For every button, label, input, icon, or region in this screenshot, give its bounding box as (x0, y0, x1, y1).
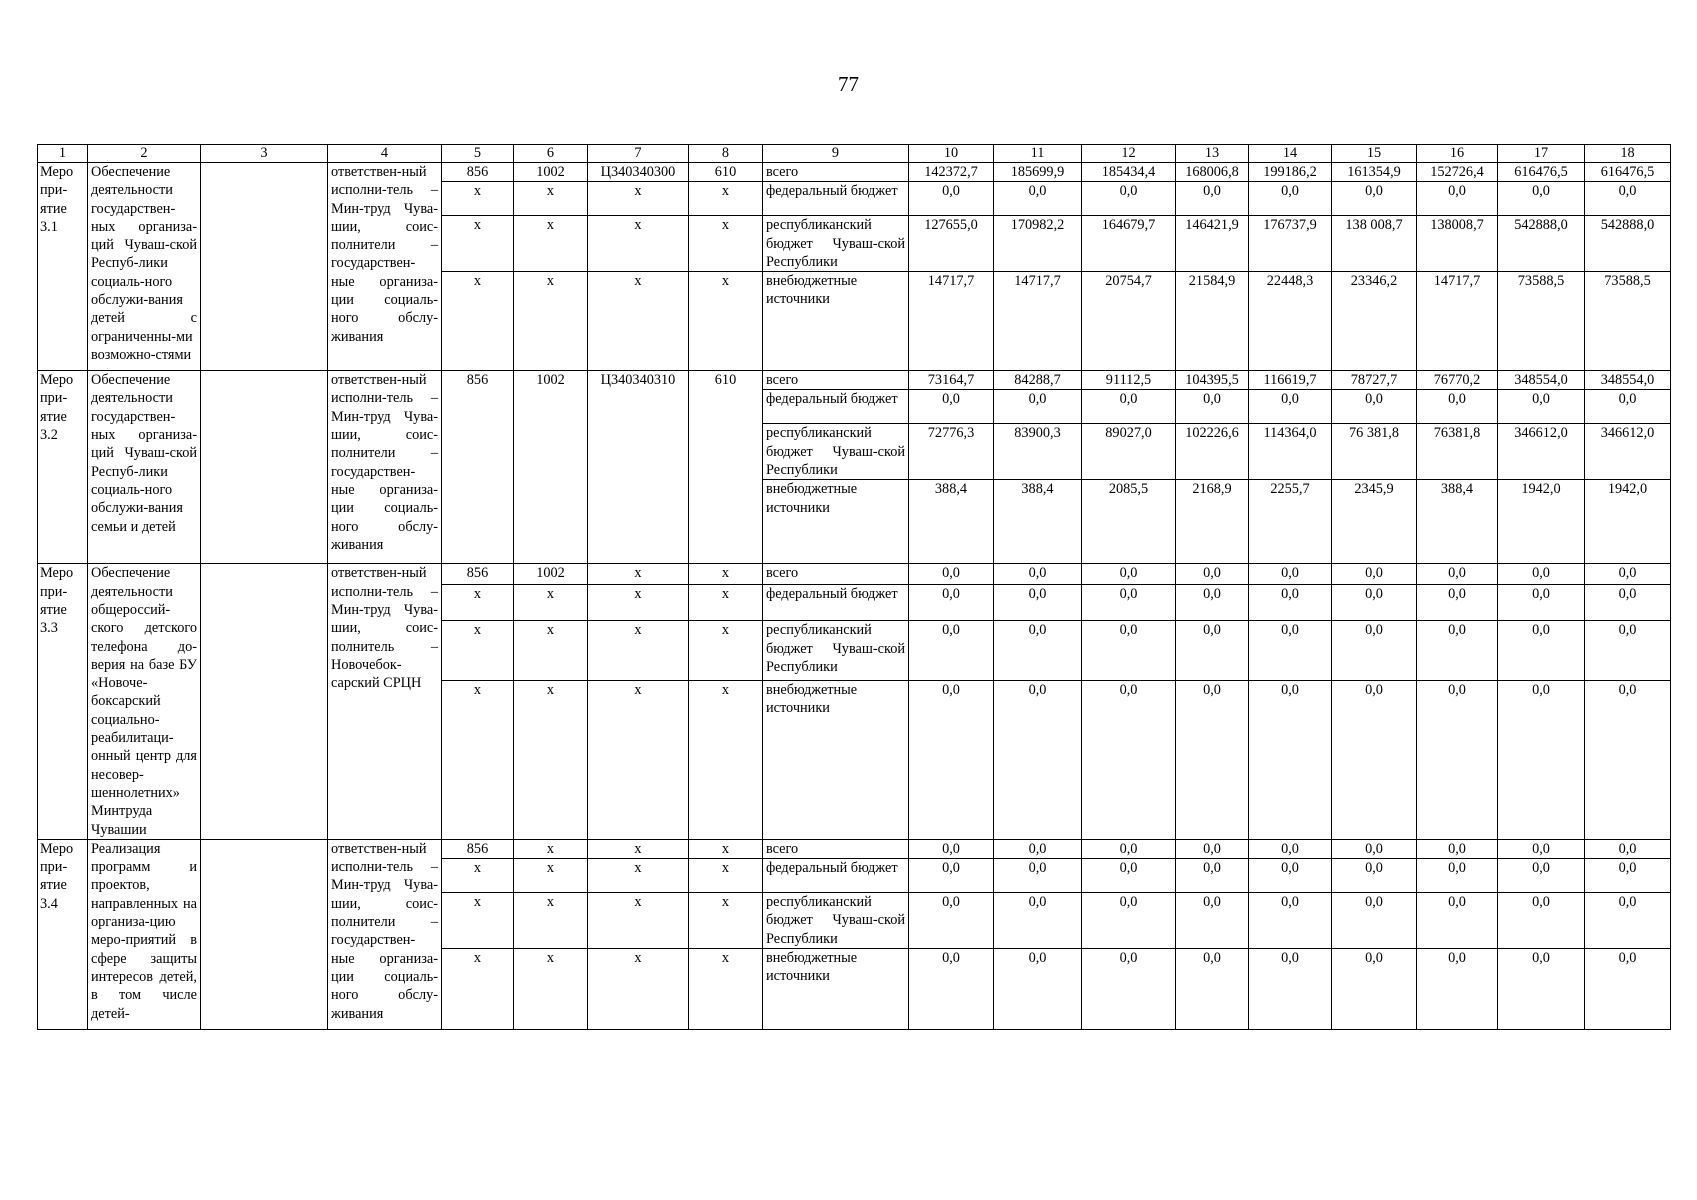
target-code: х (588, 949, 689, 1030)
amount-value: 0,0 (994, 584, 1082, 620)
amount-value: 0,0 (1417, 859, 1498, 893)
amount-value: 0,0 (1176, 839, 1249, 858)
responsible-cell (201, 371, 328, 564)
funding-source: всего (763, 564, 909, 585)
amount-value: 0,0 (1585, 182, 1671, 216)
amount-value: 0,0 (1176, 390, 1249, 424)
amount-value: 2168,9 (1176, 480, 1249, 564)
amount-value: 0,0 (1249, 621, 1332, 681)
amount-value: 76770,2 (1417, 371, 1498, 390)
funding-source: внебюджетные источники (763, 272, 909, 371)
amount-value: 0,0 (1249, 564, 1332, 585)
amount-value: 0,0 (1082, 584, 1176, 620)
section-code: х (514, 859, 588, 893)
amount-value: 14717,7 (1417, 272, 1498, 371)
column-header: 5 (442, 145, 514, 163)
column-header: 7 (588, 145, 689, 163)
expense-type-code: х (689, 949, 763, 1030)
table-row (38, 564, 1671, 585)
column-header: 17 (1498, 145, 1585, 163)
target-code: х (588, 839, 689, 858)
amount-value: 0,0 (1498, 564, 1585, 585)
measure-name: Обеспечение деятельности общероссий-ского детского телефона до-верия на базе БУ «Новоче-боксарский социально-реабилитаци-онный центр для несовер-шеннолетних» Минтруда Чувашии (88, 564, 201, 839)
amount-value: 0,0 (994, 893, 1082, 949)
amount-value: 138 008,7 (1332, 216, 1417, 272)
amount-value: 616476,5 (1585, 163, 1671, 182)
column-header: 12 (1082, 145, 1176, 163)
funding-source: федеральный бюджет (763, 182, 909, 216)
amount-value: 0,0 (1417, 584, 1498, 620)
grbs-code: 856 (442, 839, 514, 858)
amount-value: 127655,0 (909, 216, 994, 272)
amount-value: 0,0 (1249, 839, 1332, 858)
amount-value: 146421,9 (1176, 216, 1249, 272)
responsible-cell (201, 839, 328, 1029)
amount-value: 346612,0 (1498, 424, 1585, 480)
amount-value: 199186,2 (1249, 163, 1332, 182)
expense-type-code: х (689, 621, 763, 681)
funding-source: федеральный бюджет (763, 390, 909, 424)
amount-value: 0,0 (909, 949, 994, 1030)
funding-source: всего (763, 163, 909, 182)
amount-value: 0,0 (1332, 621, 1417, 681)
amount-value: 0,0 (909, 859, 994, 893)
amount-value: 0,0 (994, 564, 1082, 585)
amount-value: 0,0 (994, 859, 1082, 893)
measure-executor: ответствен-ный исполни-тель – Мин-труд Чува-шии, соис-полнители – государствен-ные организа-ции социаль-ного обслу-живания (328, 163, 442, 371)
amount-value: 76 381,8 (1332, 424, 1417, 480)
amount-value: 84288,7 (994, 371, 1082, 390)
amount-value: 0,0 (909, 893, 994, 949)
amount-value: 0,0 (1585, 949, 1671, 1030)
funding-source: республиканский бюджет Чуваш-ской Республики (763, 893, 909, 949)
expense-type-code: х (689, 893, 763, 949)
grbs-code: х (442, 859, 514, 893)
section-code: х (514, 216, 588, 272)
column-header: 16 (1417, 145, 1498, 163)
amount-value: 23346,2 (1332, 272, 1417, 371)
amount-value: 76381,8 (1417, 424, 1498, 480)
table-row (38, 163, 1671, 182)
amount-value: 0,0 (1417, 182, 1498, 216)
amount-value: 161354,9 (1332, 163, 1417, 182)
page-number: 77 (838, 72, 859, 96)
amount-value: 0,0 (909, 564, 994, 585)
expense-type-code: х (689, 182, 763, 216)
amount-value: 0,0 (1417, 839, 1498, 858)
amount-value: 0,0 (1332, 390, 1417, 424)
funding-source: республиканский бюджет Чуваш-ской Республики (763, 424, 909, 480)
amount-value: 138008,7 (1417, 216, 1498, 272)
funding-source: внебюджетные источники (763, 949, 909, 1030)
column-header: 15 (1332, 145, 1417, 163)
amount-value: 0,0 (909, 680, 994, 839)
amount-value: 0,0 (1498, 893, 1585, 949)
amount-value: 0,0 (909, 584, 994, 620)
grbs-code: х (442, 584, 514, 620)
grbs-code: 856 (442, 564, 514, 585)
amount-value: 0,0 (1332, 584, 1417, 620)
amount-value: 0,0 (1249, 859, 1332, 893)
amount-value: 0,0 (1082, 680, 1176, 839)
column-header: 6 (514, 145, 588, 163)
amount-value: 0,0 (1332, 564, 1417, 585)
amount-value: 0,0 (1176, 564, 1249, 585)
amount-value: 0,0 (1417, 390, 1498, 424)
amount-value: 0,0 (994, 182, 1082, 216)
amount-value: 0,0 (1332, 949, 1417, 1030)
measure-code: Меро при- ятие 3.2 (38, 371, 88, 564)
measure-executor: ответствен-ный исполни-тель – Мин-труд Чува-шии, соис-полнитель – Новочебок-сарский СРЦН (328, 564, 442, 839)
amount-value: 348554,0 (1498, 371, 1585, 390)
target-code: Ц340340310 (588, 371, 689, 564)
table-row (38, 371, 1671, 390)
amount-value: 0,0 (1176, 859, 1249, 893)
amount-value: 0,0 (1585, 859, 1671, 893)
grbs-code: х (442, 893, 514, 949)
grbs-code: 856 (442, 163, 514, 182)
amount-value: 14717,7 (994, 272, 1082, 371)
budget-table (37, 144, 1671, 1030)
funding-source: внебюджетные источники (763, 480, 909, 564)
amount-value: 0,0 (1082, 859, 1176, 893)
amount-value: 116619,7 (1249, 371, 1332, 390)
column-header: 2 (88, 145, 201, 163)
expense-type-code: х (689, 272, 763, 371)
amount-value: 0,0 (1585, 839, 1671, 858)
amount-value: 0,0 (1498, 390, 1585, 424)
amount-value: 0,0 (1585, 584, 1671, 620)
funding-source: федеральный бюджет (763, 859, 909, 893)
amount-value: 2255,7 (1249, 480, 1332, 564)
amount-value: 0,0 (1498, 584, 1585, 620)
amount-value: 0,0 (1082, 839, 1176, 858)
section-code: 1002 (514, 371, 588, 564)
amount-value: 0,0 (1082, 564, 1176, 585)
section-code: х (514, 584, 588, 620)
measure-name: Обеспечение деятельности государствен-ных организа-ций Чуваш-ской Респуб-лики социаль-ного обслужи-вания семьи и детей (88, 371, 201, 564)
section-code: х (514, 182, 588, 216)
amount-value: 0,0 (1176, 680, 1249, 839)
section-code: х (514, 949, 588, 1030)
amount-value: 0,0 (1585, 680, 1671, 839)
column-header: 8 (689, 145, 763, 163)
amount-value: 0,0 (1417, 564, 1498, 585)
measure-name: Реализация программ и проектов, направленных на организа-цию меро-приятий в сфере защиты интересов детей, в том числе детей- (88, 839, 201, 1029)
amount-value: 0,0 (1249, 390, 1332, 424)
amount-value: 388,4 (909, 480, 994, 564)
amount-value: 176737,9 (1249, 216, 1332, 272)
target-code: х (588, 680, 689, 839)
column-header: 4 (328, 145, 442, 163)
column-header: 3 (201, 145, 328, 163)
grbs-code: х (442, 216, 514, 272)
column-header: 13 (1176, 145, 1249, 163)
amount-value: 0,0 (1417, 621, 1498, 681)
amount-value: 0,0 (1249, 584, 1332, 620)
grbs-code: х (442, 272, 514, 371)
amount-value: 0,0 (1585, 893, 1671, 949)
responsible-cell (201, 564, 328, 839)
amount-value: 0,0 (994, 949, 1082, 1030)
measure-executor: ответствен-ный исполни-тель – Мин-труд Чува-шии, соис-полнители – государствен-ные организа-ции социаль-ного обслу-живания (328, 839, 442, 1029)
amount-value: 102226,6 (1176, 424, 1249, 480)
amount-value: 73588,5 (1498, 272, 1585, 371)
amount-value: 152726,4 (1417, 163, 1498, 182)
measure-code: Меро при- ятие 3.3 (38, 564, 88, 839)
amount-value: 170982,2 (994, 216, 1082, 272)
amount-value: 0,0 (1082, 949, 1176, 1030)
amount-value: 14717,7 (909, 272, 994, 371)
responsible-cell (201, 163, 328, 371)
grbs-code: х (442, 949, 514, 1030)
amount-value: 0,0 (994, 621, 1082, 681)
amount-value: 0,0 (1249, 182, 1332, 216)
amount-value: 0,0 (909, 839, 994, 858)
amount-value: 0,0 (1082, 621, 1176, 681)
funding-source: республиканский бюджет Чуваш-ской Республики (763, 216, 909, 272)
amount-value: 72776,3 (909, 424, 994, 480)
amount-value: 142372,7 (909, 163, 994, 182)
funding-source: федеральный бюджет (763, 584, 909, 620)
amount-value: 78727,7 (1332, 371, 1417, 390)
amount-value: 542888,0 (1498, 216, 1585, 272)
column-header: 14 (1249, 145, 1332, 163)
amount-value: 0,0 (1498, 182, 1585, 216)
section-code: х (514, 621, 588, 681)
amount-value: 168006,8 (1176, 163, 1249, 182)
amount-value: 0,0 (1332, 182, 1417, 216)
grbs-code: х (442, 182, 514, 216)
amount-value: 388,4 (1417, 480, 1498, 564)
amount-value: 104395,5 (1176, 371, 1249, 390)
amount-value: 0,0 (1332, 893, 1417, 949)
amount-value: 0,0 (1417, 893, 1498, 949)
amount-value: 2345,9 (1332, 480, 1417, 564)
expense-type-code: х (689, 216, 763, 272)
amount-value: 0,0 (1585, 390, 1671, 424)
expense-type-code: х (689, 680, 763, 839)
amount-value: 0,0 (994, 680, 1082, 839)
amount-value: 542888,0 (1585, 216, 1671, 272)
amount-value: 0,0 (1176, 621, 1249, 681)
amount-value: 0,0 (1498, 680, 1585, 839)
amount-value: 0,0 (1498, 859, 1585, 893)
amount-value: 0,0 (1082, 182, 1176, 216)
target-code: х (588, 182, 689, 216)
expense-type-code: х (689, 584, 763, 620)
amount-value: 0,0 (994, 390, 1082, 424)
section-code: 1002 (514, 564, 588, 585)
grbs-code: х (442, 680, 514, 839)
amount-value: 0,0 (1585, 564, 1671, 585)
amount-value: 0,0 (994, 839, 1082, 858)
target-code: х (588, 216, 689, 272)
target-code: х (588, 584, 689, 620)
amount-value: 0,0 (909, 390, 994, 424)
amount-value: 0,0 (1176, 893, 1249, 949)
amount-value: 2085,5 (1082, 480, 1176, 564)
expense-type-code: 610 (689, 163, 763, 182)
target-code: х (588, 859, 689, 893)
header-row (38, 145, 1671, 163)
section-code: х (514, 839, 588, 858)
amount-value: 0,0 (909, 182, 994, 216)
amount-value: 1942,0 (1498, 480, 1585, 564)
amount-value: 0,0 (1249, 893, 1332, 949)
funding-source: всего (763, 371, 909, 390)
target-code: х (588, 564, 689, 585)
amount-value: 0,0 (1082, 893, 1176, 949)
column-header: 10 (909, 145, 994, 163)
amount-value: 91112,5 (1082, 371, 1176, 390)
section-code: х (514, 680, 588, 839)
column-header: 1 (38, 145, 88, 163)
amount-value: 0,0 (1176, 949, 1249, 1030)
amount-value: 21584,9 (1176, 272, 1249, 371)
amount-value: 346612,0 (1585, 424, 1671, 480)
grbs-code: х (442, 621, 514, 681)
table-row (38, 839, 1671, 858)
target-code: х (588, 272, 689, 371)
amount-value: 0,0 (1332, 680, 1417, 839)
section-code: 1002 (514, 163, 588, 182)
expense-type-code: х (689, 564, 763, 585)
column-header: 11 (994, 145, 1082, 163)
amount-value: 0,0 (1249, 949, 1332, 1030)
amount-value: 0,0 (1498, 839, 1585, 858)
section-code: х (514, 893, 588, 949)
amount-value: 0,0 (1585, 621, 1671, 681)
measure-name: Обеспечение деятельности государствен-ных организа-ций Чуваш-ской Респуб-лики социаль-ного обслужи-вания детей с ограниченны-ми возможно-стями (88, 163, 201, 371)
amount-value: 0,0 (1498, 621, 1585, 681)
target-code: х (588, 621, 689, 681)
expense-type-code: х (689, 839, 763, 858)
amount-value: 20754,7 (1082, 272, 1176, 371)
amount-value: 348554,0 (1585, 371, 1671, 390)
funding-source: всего (763, 839, 909, 858)
amount-value: 388,4 (994, 480, 1082, 564)
expense-type-code: 610 (689, 371, 763, 564)
amount-value: 0,0 (909, 621, 994, 681)
amount-value: 0,0 (1249, 680, 1332, 839)
amount-value: 73588,5 (1585, 272, 1671, 371)
column-header: 18 (1585, 145, 1671, 163)
amount-value: 0,0 (1417, 680, 1498, 839)
amount-value: 616476,5 (1498, 163, 1585, 182)
amount-value: 185434,4 (1082, 163, 1176, 182)
amount-value: 1942,0 (1585, 480, 1671, 564)
section-code: х (514, 272, 588, 371)
expense-type-code: х (689, 859, 763, 893)
amount-value: 0,0 (1176, 182, 1249, 216)
grbs-code: 856 (442, 371, 514, 564)
amount-value: 0,0 (1176, 584, 1249, 620)
column-header: 9 (763, 145, 909, 163)
measure-code: Меро при- ятие 3.4 (38, 839, 88, 1029)
amount-value: 0,0 (1417, 949, 1498, 1030)
target-code: Ц340340300 (588, 163, 689, 182)
measure-executor: ответствен-ный исполни-тель – Мин-труд Чува-шии, соис-полнители – государствен-ные организа-ции социаль-ного обслу-живания (328, 371, 442, 564)
funding-source: республиканский бюджет Чуваш-ской Республики (763, 621, 909, 681)
amount-value: 185699,9 (994, 163, 1082, 182)
amount-value: 0,0 (1332, 859, 1417, 893)
measure-code: Меро при- ятие 3.1 (38, 163, 88, 371)
amount-value: 0,0 (1332, 839, 1417, 858)
amount-value: 73164,7 (909, 371, 994, 390)
amount-value: 22448,3 (1249, 272, 1332, 371)
target-code: х (588, 893, 689, 949)
amount-value: 164679,7 (1082, 216, 1176, 272)
amount-value: 0,0 (1082, 390, 1176, 424)
amount-value: 114364,0 (1249, 424, 1332, 480)
funding-source: внебюджетные источники (763, 680, 909, 839)
amount-value: 83900,3 (994, 424, 1082, 480)
amount-value: 89027,0 (1082, 424, 1176, 480)
amount-value: 0,0 (1498, 949, 1585, 1030)
